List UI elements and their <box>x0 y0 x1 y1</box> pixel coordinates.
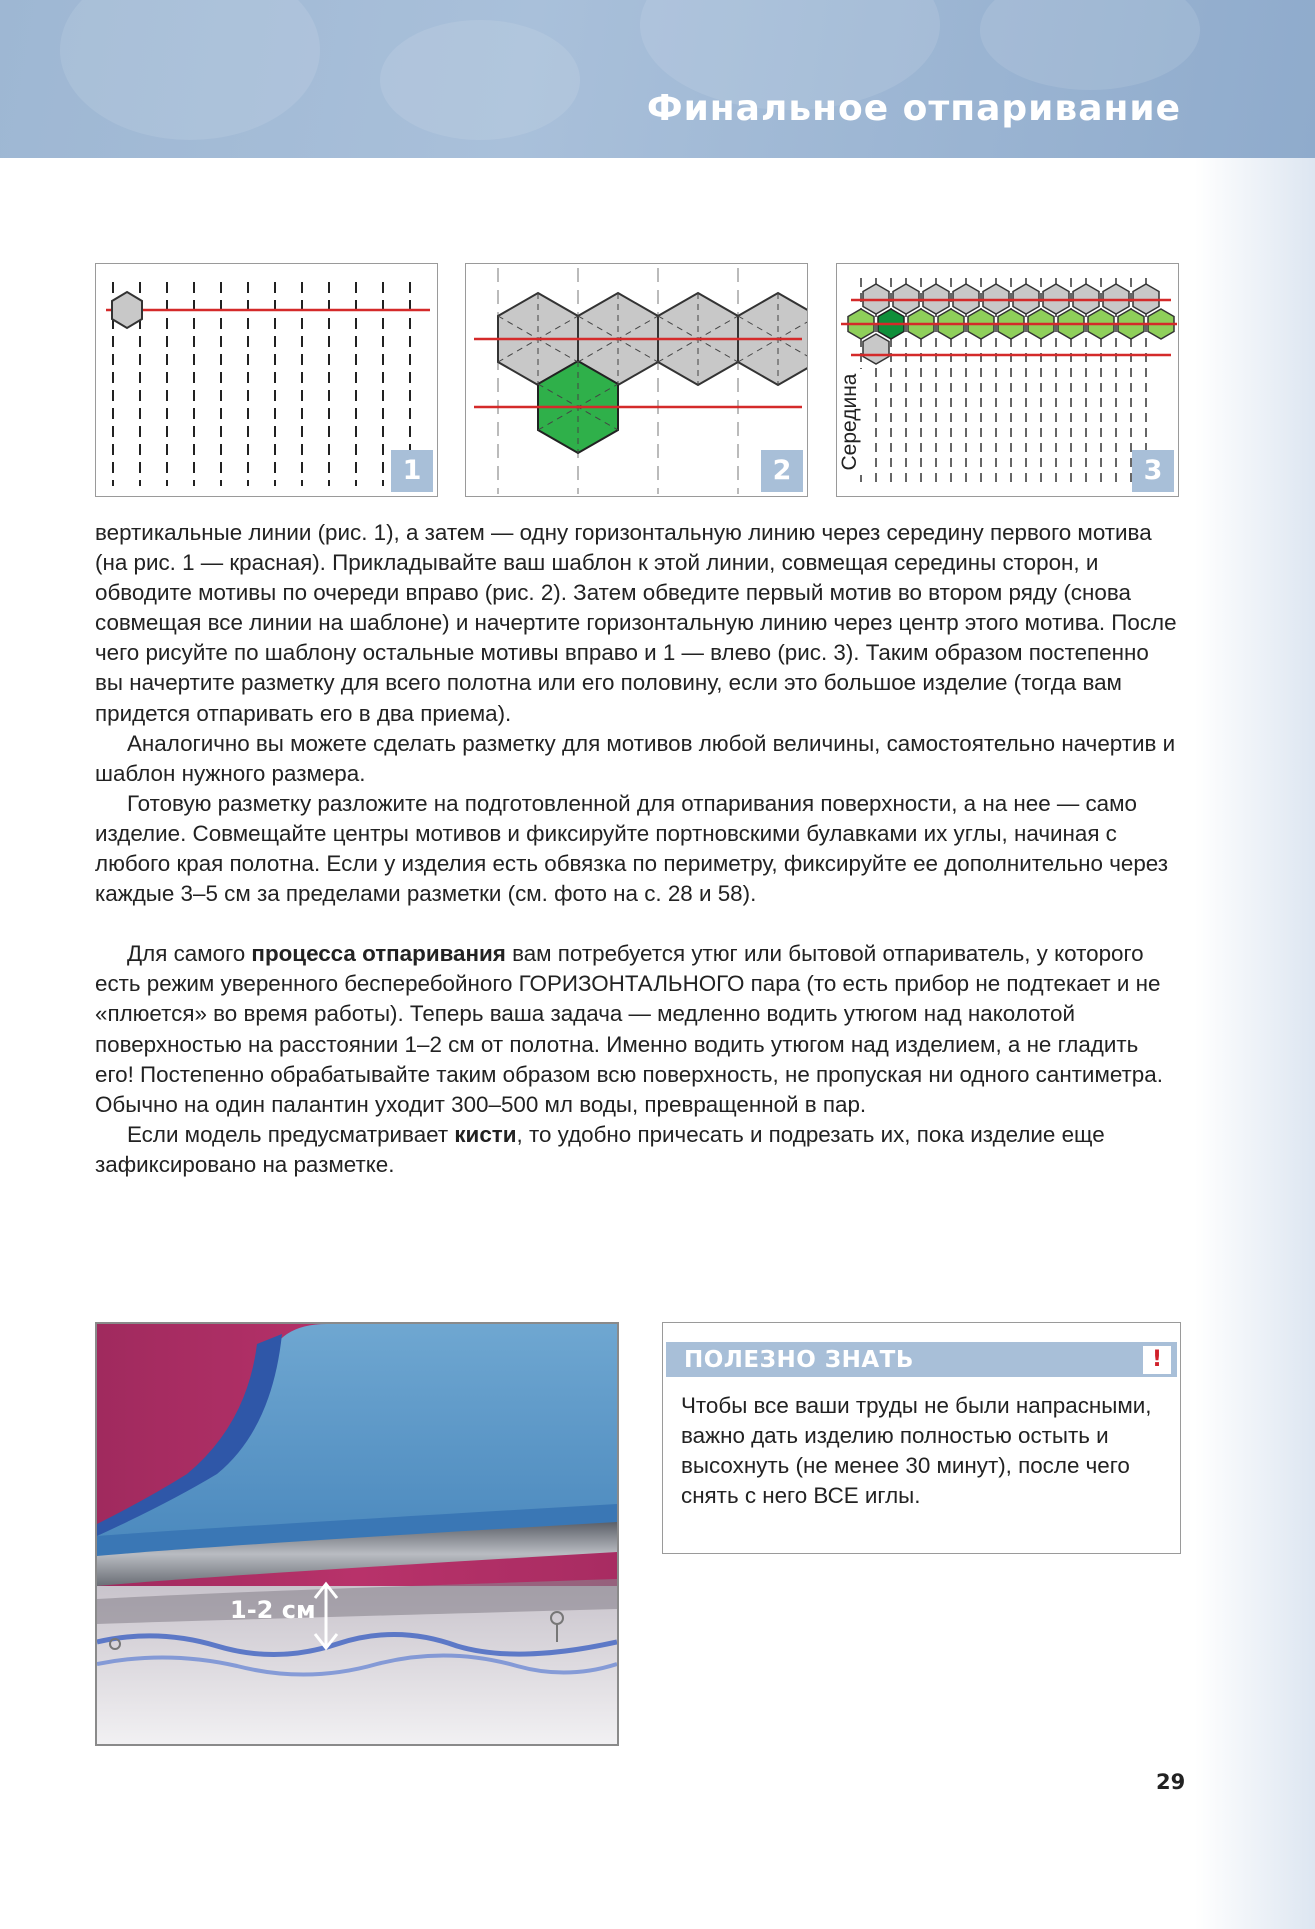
paragraph-4-bold: процесса отпаривания <box>251 941 506 967</box>
paragraph-5-bold: кисти <box>454 1121 517 1147</box>
paragraph-5 <box>95 1120 1180 1180</box>
iron-photo-drawing <box>97 1324 617 1744</box>
paragraph-5-rest: , то удобно причесать и подрезать их, пока изделие еще зафиксировано на разметке. <box>95 1121 1105 1177</box>
paragraph-4-start: Для самого <box>127 941 252 967</box>
useful-tip-title: ПОЛЕЗНО ЗНАТЬ <box>684 1347 914 1373</box>
figure-3-middle-label: Середина <box>838 369 862 475</box>
figure-2-number: 2 <box>761 450 803 492</box>
figure-2 <box>465 263 808 497</box>
figure-3-number: 3 <box>1132 450 1174 492</box>
figure-3 <box>836 263 1179 497</box>
paragraph-1: вертикальные линии (рис. 1), а затем — одну горизонтальную линию через середину первого мотива (на рис. 1 — красная). Прикладывайте ваш шаблон к этой линии, совмещая середины сторон, и обводите мотивы по очереди вправо (рис. 2). Затем обведите первый мотив во втором ряду (снова совмещая все линии на шаблоне) и начертите горизонтальную линию через центр этого мотива. После чего рисуйте по шаблону остальные мотивы вправо и 1 — влево (рис. 3). Таким образом постепенно вы начертите разметку для всего полотна или его половину, если это большое изделие (тогда вам придется отпаривать его в два приема). <box>95 520 1177 726</box>
page-title: Финальное отпаривание <box>646 88 1181 129</box>
useful-tip-box <box>662 1322 1181 1554</box>
exclamation-icon: ! <box>1143 1346 1171 1374</box>
iron-photo <box>95 1322 619 1746</box>
paragraph-2: Аналогично вы можете сделать разметку для мотивов любой величины, самостоятельно начертив и шаблон нужного размера. <box>95 730 1176 786</box>
figure-3-drawing <box>837 264 1179 497</box>
paragraph-3: Готовую разметку разложите на подготовленной для отпаривания поверхности, а на нее — само изделие. Совмещайте центры мотивов и фиксируйте портновскими булавками их углы, начиная с любого края полотна. Если у изделия есть обвязка по периметру, фиксируйте ее дополнительно через каждые 3–5 см за пределами разметки (см. фото на с. 28 и 58). <box>95 790 1169 907</box>
figure-1-number: 1 <box>391 450 433 492</box>
figure-1 <box>95 263 438 497</box>
useful-tip-header <box>666 1342 1177 1377</box>
paragraph-4 <box>95 939 1180 1120</box>
figure-2-drawing <box>466 264 808 497</box>
paragraph-4-rest: вам потребуется утюг или бытовой отпариватель, у которого есть режим уверенного бесперебойного ГОРИЗОНТАЛЬНОГО пара (то есть прибор не подтекает и не «плюется» во время работы). Теперь ваша задача — медленно водить утюгом над наколотой поверхностью на расстоянии 1–2 см от полотна. Именно водить утюгом над изделием, а не гладить его! Постепенно обрабатывайте таким образом всю поверхность, не пропуская ни одного сантиметра. Обычно на один палантин уходит 300–500 мл воды, превращенной в пар. <box>95 941 1163 1117</box>
paragraph-gap <box>95 909 1180 939</box>
page-number: 29 <box>1156 1770 1186 1794</box>
useful-tip-text: Чтобы все ваши труды не были напрасными, важно дать изделию полностью остыть и высохнуть (не менее 30 минут), после чего снять с него ВСЕ иглы. <box>681 1393 1152 1508</box>
body-text <box>95 518 1180 1180</box>
paragraph-5-start: Если модель предусматривает <box>127 1121 455 1147</box>
page-side-shade <box>1195 0 1315 1929</box>
figure-1-drawing <box>96 264 438 497</box>
iron-distance-label: 1-2 см <box>230 1596 316 1624</box>
page-header <box>0 0 1315 158</box>
